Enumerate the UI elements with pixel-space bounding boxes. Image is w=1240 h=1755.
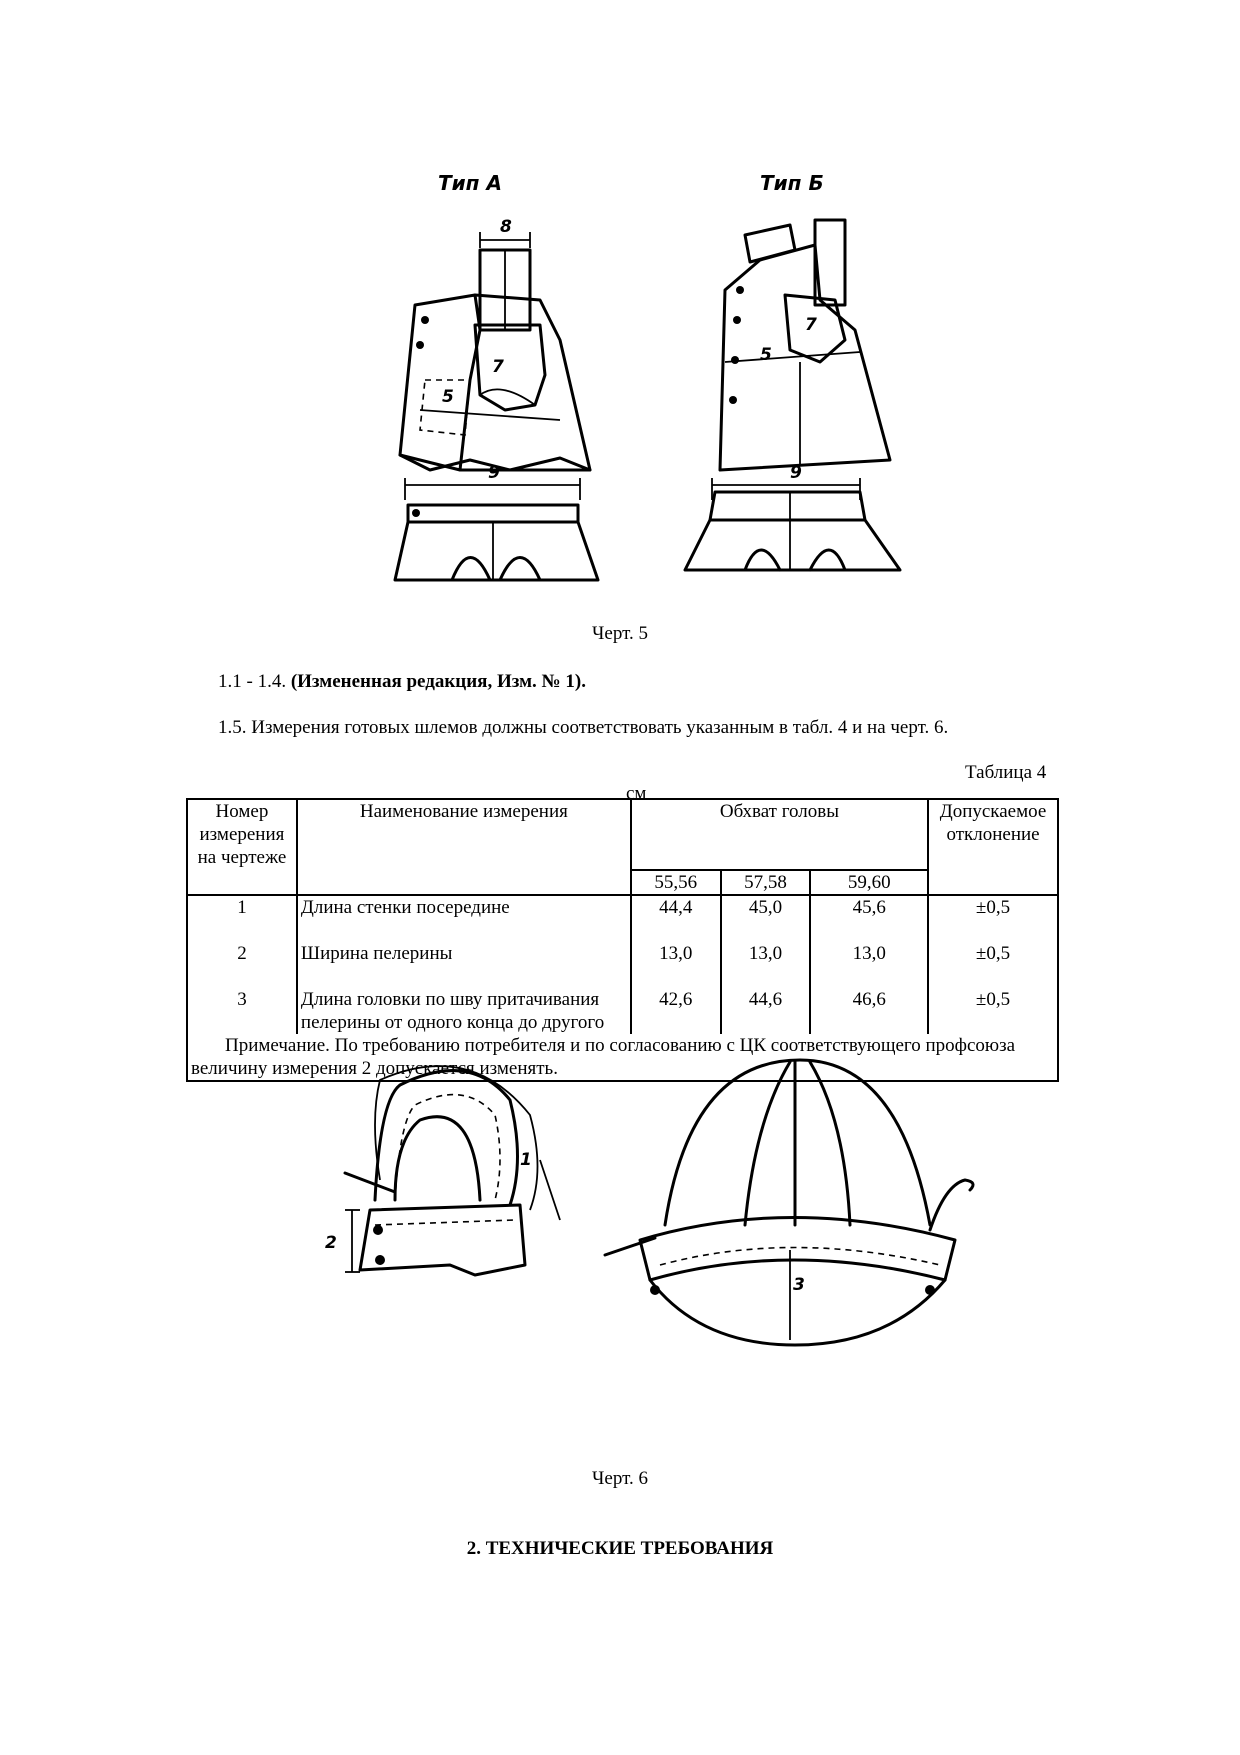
- size-col-2: 57,58: [721, 870, 811, 895]
- table-row: [187, 942, 1058, 988]
- dim-label-5b: 5: [760, 345, 772, 365]
- dim-label-7a: 7: [492, 357, 504, 377]
- type-a-side-view: [400, 217, 590, 470]
- header-name: Наименование измерения: [297, 799, 631, 895]
- size-col-1: 55,56: [631, 870, 721, 895]
- fig6-dim-label-1: 1: [520, 1150, 532, 1170]
- figure-6-caption: Черт. 6: [592, 1468, 648, 1489]
- row-3-v2: 44,6: [721, 988, 811, 1034]
- type-a-label: Тип А: [438, 171, 502, 195]
- section-heading: 2. ТЕХНИЧЕСКИЕ ТРЕБОВАНИЯ: [466, 1538, 774, 1559]
- table-4-unit: см: [626, 783, 647, 804]
- row-3-name: Длина головки по шву притачивания пелерины от одного конца до другого: [297, 988, 631, 1034]
- row-1-name: Длина стенки посередине: [297, 895, 631, 942]
- amendment-prefix: 1.1 - 1.4.: [218, 671, 291, 692]
- row-2-v1: 13,0: [631, 942, 721, 988]
- dim-label-8: 8: [500, 217, 512, 237]
- type-b-side-view: [720, 220, 890, 470]
- row-3-no: 3: [187, 988, 297, 1034]
- figure-6-front-view: [605, 1060, 973, 1345]
- row-2-no: 2: [187, 942, 297, 988]
- dim-label-5a: 5: [442, 387, 454, 407]
- amendment-bold: (Измененная редакция, Изм. № 1).: [290, 671, 586, 692]
- row-2-v2: 13,0: [721, 942, 811, 988]
- header-girth: Обхват головы: [631, 799, 928, 870]
- table-row: [187, 895, 1058, 942]
- row-3-v1: 42,6: [631, 988, 721, 1034]
- row-2-v3: 13,0: [810, 942, 928, 988]
- fig6-dim-label-2: 2: [325, 1233, 337, 1253]
- clause-1-5: 1.5. Измерения готовых шлемов должны соответствовать указанным в табл. 4 и на черт. 6.: [218, 717, 949, 738]
- type-a-front-view: [395, 463, 598, 580]
- row-2-tol: ±0,5: [928, 942, 1058, 988]
- dim-label-7b: 7: [805, 315, 817, 335]
- row-1-v2: 45,0: [721, 895, 811, 942]
- row-1-v1: 44,4: [631, 895, 721, 942]
- table-4-title: Таблица 4: [965, 762, 1047, 783]
- figure-5-caption: Черт. 5: [592, 623, 648, 644]
- row-2-name: Ширина пелерины: [297, 942, 631, 988]
- row-1-no: 1: [187, 895, 297, 942]
- fig6-dim-label-3: 3: [793, 1275, 805, 1295]
- table-4: [186, 798, 1059, 1082]
- type-b-front-view: [685, 463, 900, 570]
- size-col-3: 59,60: [810, 870, 928, 895]
- row-1-v3: 45,6: [810, 895, 928, 942]
- amendment-note: [218, 671, 586, 693]
- header-tolerance: Допускаемое отклонение: [928, 799, 1058, 895]
- header-number: Номер измерения на чертеже: [187, 799, 297, 895]
- row-3-tol: ±0,5: [928, 988, 1058, 1034]
- dim-label-9a: 9: [488, 463, 500, 483]
- dim-label-9b: 9: [790, 463, 802, 483]
- table-note: Примечание. По требованию потребителя и по согласованию с ЦК соответствующего профсоюза величину измерения 2 допускается изменять.: [187, 1034, 1058, 1081]
- table-row: [187, 988, 1058, 1034]
- row-1-tol: ±0,5: [928, 895, 1058, 942]
- figure-6-side-view: [325, 1066, 560, 1275]
- row-3-v3: 46,6: [810, 988, 928, 1034]
- type-b-label: Тип Б: [760, 171, 824, 195]
